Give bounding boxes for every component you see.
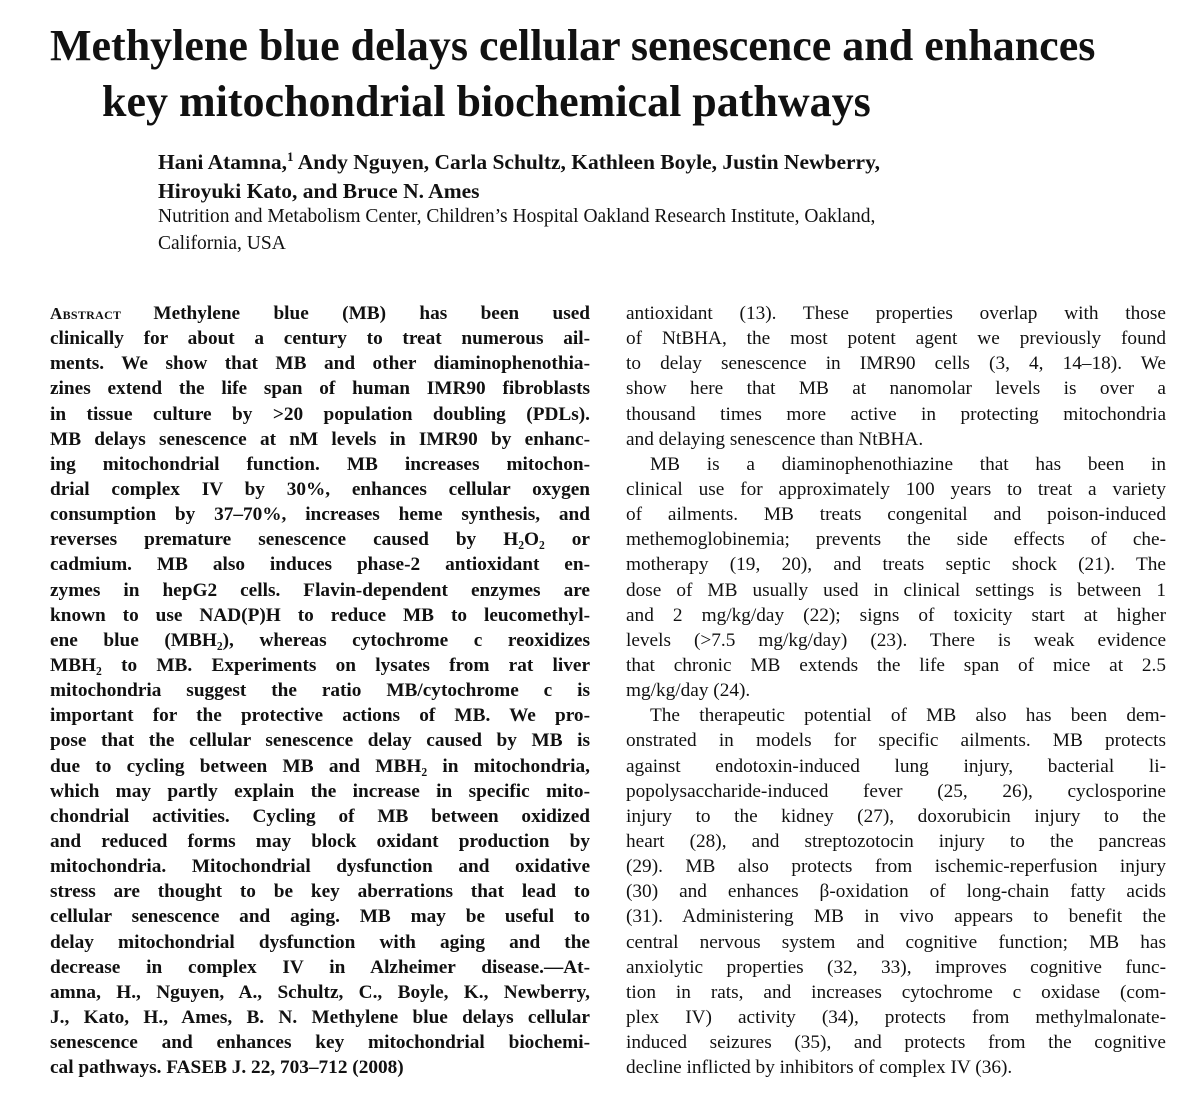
abstract-line: drial complex IV by 30%, enhances cellular oxygen: [50, 478, 590, 500]
body-line: motherapy (19, 20), and treats septic shock (21). The: [626, 554, 1166, 576]
affiliation-line-2: California, USA: [158, 233, 286, 254]
body-column: [626, 301, 1166, 1080]
author-line-2: Hiroyuki Kato, and Bruce N. Ames: [158, 179, 480, 204]
abstract-line: reverses premature senescence caused by H₂O₂ or: [50, 529, 590, 551]
author-rest: Andy Nguyen, Carla Schultz, Kathleen Boyle, Justin Newberry,: [297, 150, 881, 175]
body-line: show here that MB at nanomolar levels is over a: [626, 378, 1166, 400]
abstract-line: zymes in hepG2 cells. Flavin-dependent enzymes are: [50, 579, 590, 601]
abstract-line: mitochondria. Mitochondrial dysfunction and oxidative: [50, 856, 590, 878]
abstract-line: amna, H., Nguyen, A., Schultz, C., Boyle, K., Newberry,: [50, 981, 590, 1003]
body-line: and delaying senescence than NtBHA.: [626, 428, 924, 450]
author-footnote-mark: 1: [287, 149, 294, 164]
abstract-line: chondrial activities. Cycling of MB between oxidized: [50, 805, 590, 827]
abstract-line: MBH₂ to MB. Experiments on lysates from rat liver: [50, 654, 590, 676]
body-line: of NtBHA, the most potent agent we previously found: [626, 328, 1166, 350]
abstract-label: Abstract: [50, 304, 122, 323]
title-line-1: Methylene blue delays cellular senescence and enhances: [50, 21, 1096, 70]
title-line-2: key mitochondrial biochemical pathways: [102, 77, 871, 126]
author-list: [158, 142, 1158, 206]
body-line: antioxidant (13). These properties overlap with those: [626, 303, 1166, 324]
body-line: of ailments. MB treats congenital and poison-induced: [626, 504, 1166, 526]
abstract-line: cadmium. MB also induces phase-2 antioxidant en-: [50, 554, 590, 576]
abstract-line: zines extend the life span of human IMR90 fibroblasts: [50, 378, 590, 400]
abstract-line: delay mitochondrial dysfunction with aging and the: [50, 931, 590, 953]
body-line: decline inflicted by inhibitors of complex IV (36).: [626, 1057, 1013, 1079]
abstract-line: mitochondria suggest the ratio MB/cytochrome c is: [50, 680, 590, 702]
body-line: (31). Administering MB in vivo appears to benefit the: [626, 906, 1166, 928]
paper-title: [50, 18, 1170, 130]
abstract-line: pose that the cellular senescence delay caused by MB is: [50, 730, 590, 752]
affiliation: [158, 203, 1158, 257]
body-line: against endotoxin-induced lung injury, bacterial li-: [626, 755, 1166, 777]
abstract-line: and reduced forms may block oxidant production by: [50, 830, 590, 852]
abstract-line: cellular senescence and aging. MB may be useful to: [50, 906, 590, 928]
body-line: that chronic MB extends the life span of mice at 2.5: [626, 654, 1166, 676]
body-line: The therapeutic potential of MB also has been dem-: [650, 705, 1166, 727]
body-line: (30) and enhances β-oxidation of long-chain fatty acids: [626, 881, 1166, 903]
affiliation-line-1: Nutrition and Metabolism Center, Children’s Hospital Oakland Research Institute, Oakland,: [158, 206, 876, 227]
abstract-line: consumption by 37–70%, increases heme synthesis, and: [50, 504, 590, 526]
abstract-line: J., Kato, H., Ames, B. N. Methylene blue delays cellular: [50, 1006, 590, 1028]
body-line: central nervous system and cognitive function; MB has: [626, 931, 1166, 953]
body-line: induced seizures (35), and protects from the cognitive: [626, 1032, 1166, 1054]
abstract-line: known to use NAD(P)H to reduce MB to leucomethyl-: [50, 604, 590, 626]
abstract-line: decrease in complex IV in Alzheimer disease.—At-: [50, 956, 590, 978]
author-first: Hani Atamna,: [158, 150, 288, 175]
abstract-line: ene blue (MBH₂), whereas cytochrome c reoxidizes: [50, 629, 590, 651]
body-line: thousand times more active in protecting mitochondria: [626, 403, 1166, 425]
abstract-line: MB delays senescence at nM levels in IMR90 by enhanc-: [50, 428, 590, 450]
body-line: methemoglobinemia; prevents the side effects of che-: [626, 529, 1166, 551]
body-line: plex IV) activity (34), protects from methylmalonate-: [626, 1006, 1166, 1028]
body-line: popolysaccharide-induced fever (25, 26), cyclosporine: [626, 780, 1166, 802]
abstract-line: ing mitochondrial function. MB increases mitochon-: [50, 453, 590, 475]
abstract-line: senescence and enhances key mitochondrial biochemi-: [50, 1032, 590, 1054]
body-line: tion in rats, and increases cytochrome c oxidase (com-: [626, 981, 1166, 1003]
body-line: injury to the kidney (27), doxorubicin injury to the: [626, 805, 1166, 827]
abstract-line-citation: cal pathways. FASEB J. 22, 703–712 (2008): [50, 1057, 404, 1079]
abstract-line: ments. We show that MB and other diaminophenothia-: [50, 353, 590, 375]
body-line: levels (>7.5 mg/kg/day) (23). There is weak evidence: [626, 629, 1166, 651]
body-line: and 2 mg/kg/day (22); signs of toxicity start at higher: [626, 604, 1166, 626]
abstract-line: stress are thought to be key aberrations that lead to: [50, 881, 590, 903]
abstract-line: clinically for about a century to treat numerous ail-: [50, 328, 590, 350]
author-line-1: [158, 142, 1158, 177]
abstract-line: in tissue culture by >20 population doubling (PDLs).: [50, 403, 590, 425]
abstract-column: [50, 301, 590, 1080]
abstract-line: important for the protective actions of MB. We pro-: [50, 705, 590, 727]
abstract-line: which may partly explain the increase in specific mito-: [50, 780, 590, 802]
body-line: anxiolytic properties (32, 33), improves cognitive func-: [626, 956, 1166, 978]
body-line: (29). MB also protects from ischemic-reperfusion injury: [626, 856, 1166, 878]
abstract-line: due to cycling between MB and MBH₂ in mitochondria,: [50, 755, 590, 777]
abstract-line-0: Methylene blue (MB) has been used: [153, 303, 590, 324]
body-line: onstrated in models for specific ailments. MB protects: [626, 730, 1166, 752]
body-line: mg/kg/day (24).: [626, 680, 751, 702]
body-line: dose of MB usually used in clinical settings is between 1: [626, 579, 1166, 601]
body-line: clinical use for approximately 100 years to treat a variety: [626, 478, 1166, 500]
body-line: to delay senescence in IMR90 cells (3, 4, 14–18). We: [626, 353, 1166, 375]
body-line: heart (28), and streptozotocin injury to the pancreas: [626, 830, 1166, 852]
abstract-line: [50, 301, 590, 326]
body-line: MB is a diaminophenothiazine that has been in: [650, 453, 1166, 475]
